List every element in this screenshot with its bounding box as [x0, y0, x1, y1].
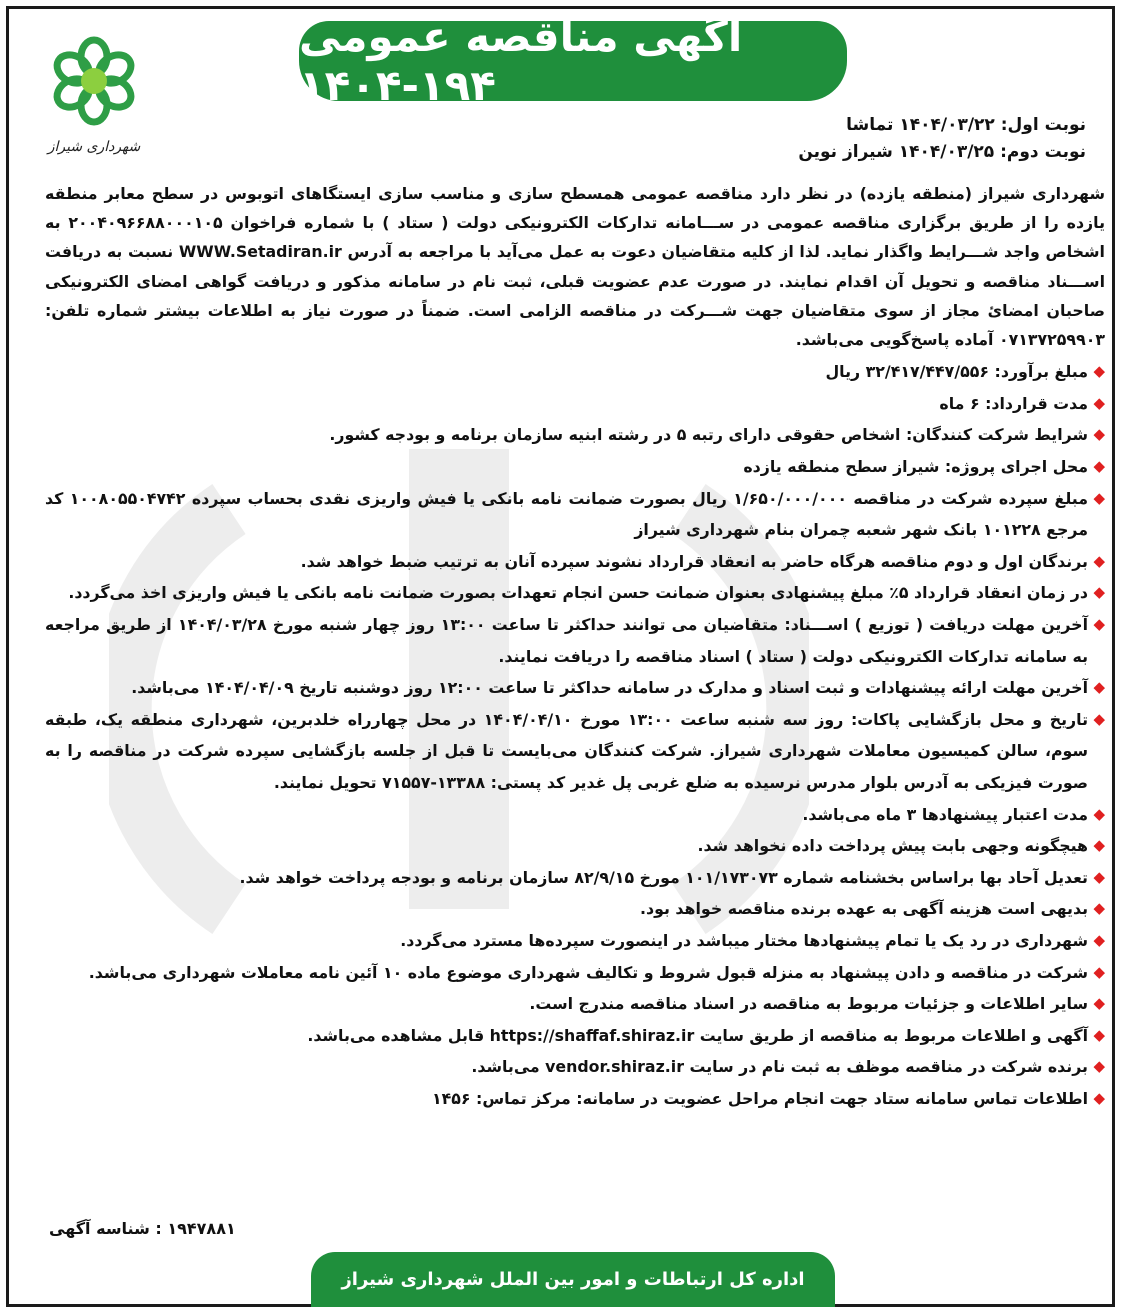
- diamond-bullet-icon: ◆: [1093, 1025, 1105, 1044]
- diamond-bullet-icon: ◆: [1093, 867, 1105, 886]
- list-item: ◆ اطلاعات تماس سامانه ستاد جهت انجام مراحل عضویت در سامانه: مرکز تماس: ۱۴۵۶: [45, 1083, 1105, 1115]
- diamond-bullet-icon: ◆: [1093, 1088, 1105, 1107]
- diamond-bullet-icon: ◆: [1093, 551, 1105, 570]
- list-item: ◆ در زمان انعقاد قرارداد ۵٪ مبلغ پیشنهادی بعنوان ضمانت حسن انجام تعهدات بصورت ضمانت نامه بانکی یا فیش واریزی اخذ می‌گردد.: [45, 577, 1105, 609]
- ad-frame: [6, 6, 1115, 1307]
- first-publish: نوبت اول: ۱۴۰۴/۰۳/۲۲ تماشا: [846, 115, 1086, 135]
- footer-banner: [311, 1252, 835, 1307]
- diamond-bullet-icon: ◆: [1093, 614, 1105, 633]
- intro-paragraph: شهرداری شیراز (منطقه یازده) در نظر دارد مناقصه عمومی همسطح سازی و مناسب سازی ایستگاهای اتوبوس در سطح معابر منطقه یازده را از طریق برگزاری مناقصه عمومی در ســـامانه تدارکات الکترونیکی دولت ( ستاد ) با شماره فراخوان ۲۰۰۴۰۹۶۶۸۸۰۰۰۱۰۵ به اشخاص واجد شـــرایط واگذار نماید. لذا از کلیه متقاضیان دعوت به عمل می‌آید با مراجعه به آدرس WWW.Setadiran.ir نسبت به دریافت اســـناد مناقصه و تحویل آن اقدام نمایند. در صورت عدم عضویت قبلی، ثبت نام در سامانه مذکور و دریافت گواهی امضای الکترونیکی صاحبان امضائ مجاز از سوی متقاضیان جهت شـــرکت در مناقصه الزامی است. ضمناً در صورت نیاز به اطلاعات بیشتر شماره تلفن: ۰۷۱۳۷۲۵۹۹۰۳ آماده پاسخ‌گویی می‌باشد.: [45, 184, 1106, 350]
- diamond-bullet-icon: ◆: [1093, 678, 1105, 697]
- list-item: ◆ مدت قرارداد: ۶ ماه: [45, 388, 1105, 420]
- list-item: ◆ بدیهی است هزینه آگهی به عهده برنده مناقصه خواهد بود.: [45, 893, 1105, 925]
- diamond-bullet-icon: ◆: [1093, 836, 1105, 855]
- title-banner: [299, 12, 847, 110]
- second-publish: نوبت دوم: ۱۴۰۴/۰۳/۲۵ شیراز نوین: [798, 142, 1086, 162]
- diamond-bullet-icon: ◆: [1093, 393, 1105, 412]
- diamond-bullet-icon: ◆: [1093, 1057, 1105, 1076]
- diamond-bullet-icon: ◆: [1093, 899, 1105, 918]
- list-item: ◆ شهرداری در رد یک یا تمام پیشنهادها مختار میباشد در اینصورت سپرده‌ها مسترد می‌گردد.: [45, 925, 1105, 957]
- list-item: ◆ شرکت در مناقصه و دادن پیشنهاد به منزله قبول شروط و تکالیف شهرداری موضوع ماده ۱۰ آئین نامه معاملات شهرداری می‌باشد.: [45, 957, 1105, 989]
- ad-id: ۱۹۴۷۸۸۱ : شناسه آگهی: [49, 1219, 236, 1238]
- list-item: ◆ آخرین مهلت دریافت ( توزیع ) اســـناد: متقاضیان می توانند حداکثر تا ساعت ۱۳:۰۰ روز چهار شنبه مورخ ۱۴۰۴/۰۳/۲۸ از طریق مراجعه به سامانه تدارکات الکترونیکی دولت ( ستاد ) اسناد مناقصه را دریافت نمایند.: [45, 609, 1105, 672]
- diamond-bullet-icon: ◆: [1093, 994, 1105, 1013]
- diamond-bullet-icon: ◆: [1093, 583, 1105, 602]
- ad-body: [45, 179, 1105, 1114]
- diamond-bullet-icon: ◆: [1093, 930, 1105, 949]
- list-item: ◆ تعدیل آحاد بها براساس بخشنامه شماره ۱۰۱/۱۷۳۰۷۳ مورخ ۸۲/۹/۱۵ سازمان برنامه و بودجه پرداخت خواهد شد.: [45, 862, 1105, 894]
- footer-text: اداره کل ارتباطات و امور بین الملل شهرداری شیراز: [341, 1269, 805, 1290]
- list-item: ◆ هیچگونه وجهی بابت پیش پرداخت داده نخواهد شد.: [45, 830, 1105, 862]
- list-item: ◆ محل اجرای پروژه: شیراز سطح منطقه یازده: [45, 451, 1105, 483]
- conditions-list: [45, 356, 1105, 1114]
- list-item: ◆ تاریخ و محل بازگشایی پاکات: روز سه شنبه ساعت ۱۳:۰۰ مورخ ۱۴۰۴/۰۴/۱۰ در محل چهارراه خلدبرین، شهرداری منطقه یک، طبقه سوم، سالن کمیسیون معاملات شهرداری شیراز. شرکت کنندگان می‌بایست تا قبل از جلسه بازگشایی سپرده شرکت در مناقصه را به صورت فیزیکی به آدرس بلوار مدرس نرسیده به ضلع غربی پل غدیر کد پستی: ۱۳۳۸۸-۷۱۵۵۷ تحویل نمایند.: [45, 704, 1105, 799]
- diamond-bullet-icon: ◆: [1093, 804, 1105, 823]
- list-item: ◆ برنده شرکت در مناقصه موظف به ثبت نام در سایت vendor.shiraz.ir می‌باشد.: [45, 1051, 1105, 1083]
- list-item: ◆ برندگان اول و دوم مناقصه هرگاه حاضر به انعقاد قرارداد نشوند سپرده آنان به ترتیب ضبط خواهد شد.: [45, 546, 1105, 578]
- list-item: ◆ مبلغ سپرده شرکت در مناقصه ۱/۶۵۰/۰۰۰/۰۰۰ ریال بصورت ضمانت نامه بانکی یا فیش واریزی نقدی بحساب سپرده ۱۰۰۸۰۵۵۰۴۷۴۲ کد مرجع ۱۰۱۲۲۸ بانک شهر شعبه چمران بنام شهرداری شیراز: [45, 483, 1105, 546]
- publish-dates: [798, 112, 1086, 166]
- diamond-bullet-icon: ◆: [1093, 457, 1105, 475]
- list-item: ◆ مبلغ برآورد: ۳۲/۴۱۷/۴۴۷/۵۵۶ ریال: [45, 356, 1105, 388]
- list-item: ◆ شرایط شرکت کنندگان: اشخاص حقوقی دارای رتبه ۵ در رشته ابنیه سازمان برنامه و بودجه کشور.: [45, 419, 1105, 451]
- list-item: ◆ مدت اعتبار پیشنهادها ۳ ماه می‌باشد.: [45, 799, 1105, 831]
- flower-logo-icon: [44, 31, 144, 136]
- diamond-bullet-icon: ◆: [1093, 709, 1105, 728]
- list-item: ◆ سایر اطلاعات و جزئیات مربوط به مناقصه در اسناد مناقصه مندرج است.: [45, 988, 1105, 1020]
- page-title: آگهی مناقصه عمومی ۱۹۴-۱۴۰۴: [299, 12, 743, 110]
- list-item: ◆ آگهی و اطلاعات مربوط به مناقصه از طریق سایت https://shaffaf.shiraz.ir قابل مشاهده می‌باشد.: [45, 1020, 1105, 1052]
- diamond-bullet-icon: ◆: [1093, 488, 1105, 507]
- diamond-bullet-icon: ◆: [1093, 962, 1105, 981]
- municipality-logo: [44, 31, 144, 166]
- diamond-bullet-icon: ◆: [1093, 425, 1105, 444]
- logo-text: شهرداری شیراز: [47, 139, 141, 155]
- list-item: ◆ آخرین مهلت ارائه پیشنهادات و ثبت اسناد و مدارک در سامانه حداکثر تا ساعت ۱۲:۰۰ روز دوشنبه تاریخ ۱۴۰۴/۰۴/۰۹ می‌باشد.: [45, 672, 1105, 704]
- diamond-bullet-icon: ◆: [1093, 362, 1105, 381]
